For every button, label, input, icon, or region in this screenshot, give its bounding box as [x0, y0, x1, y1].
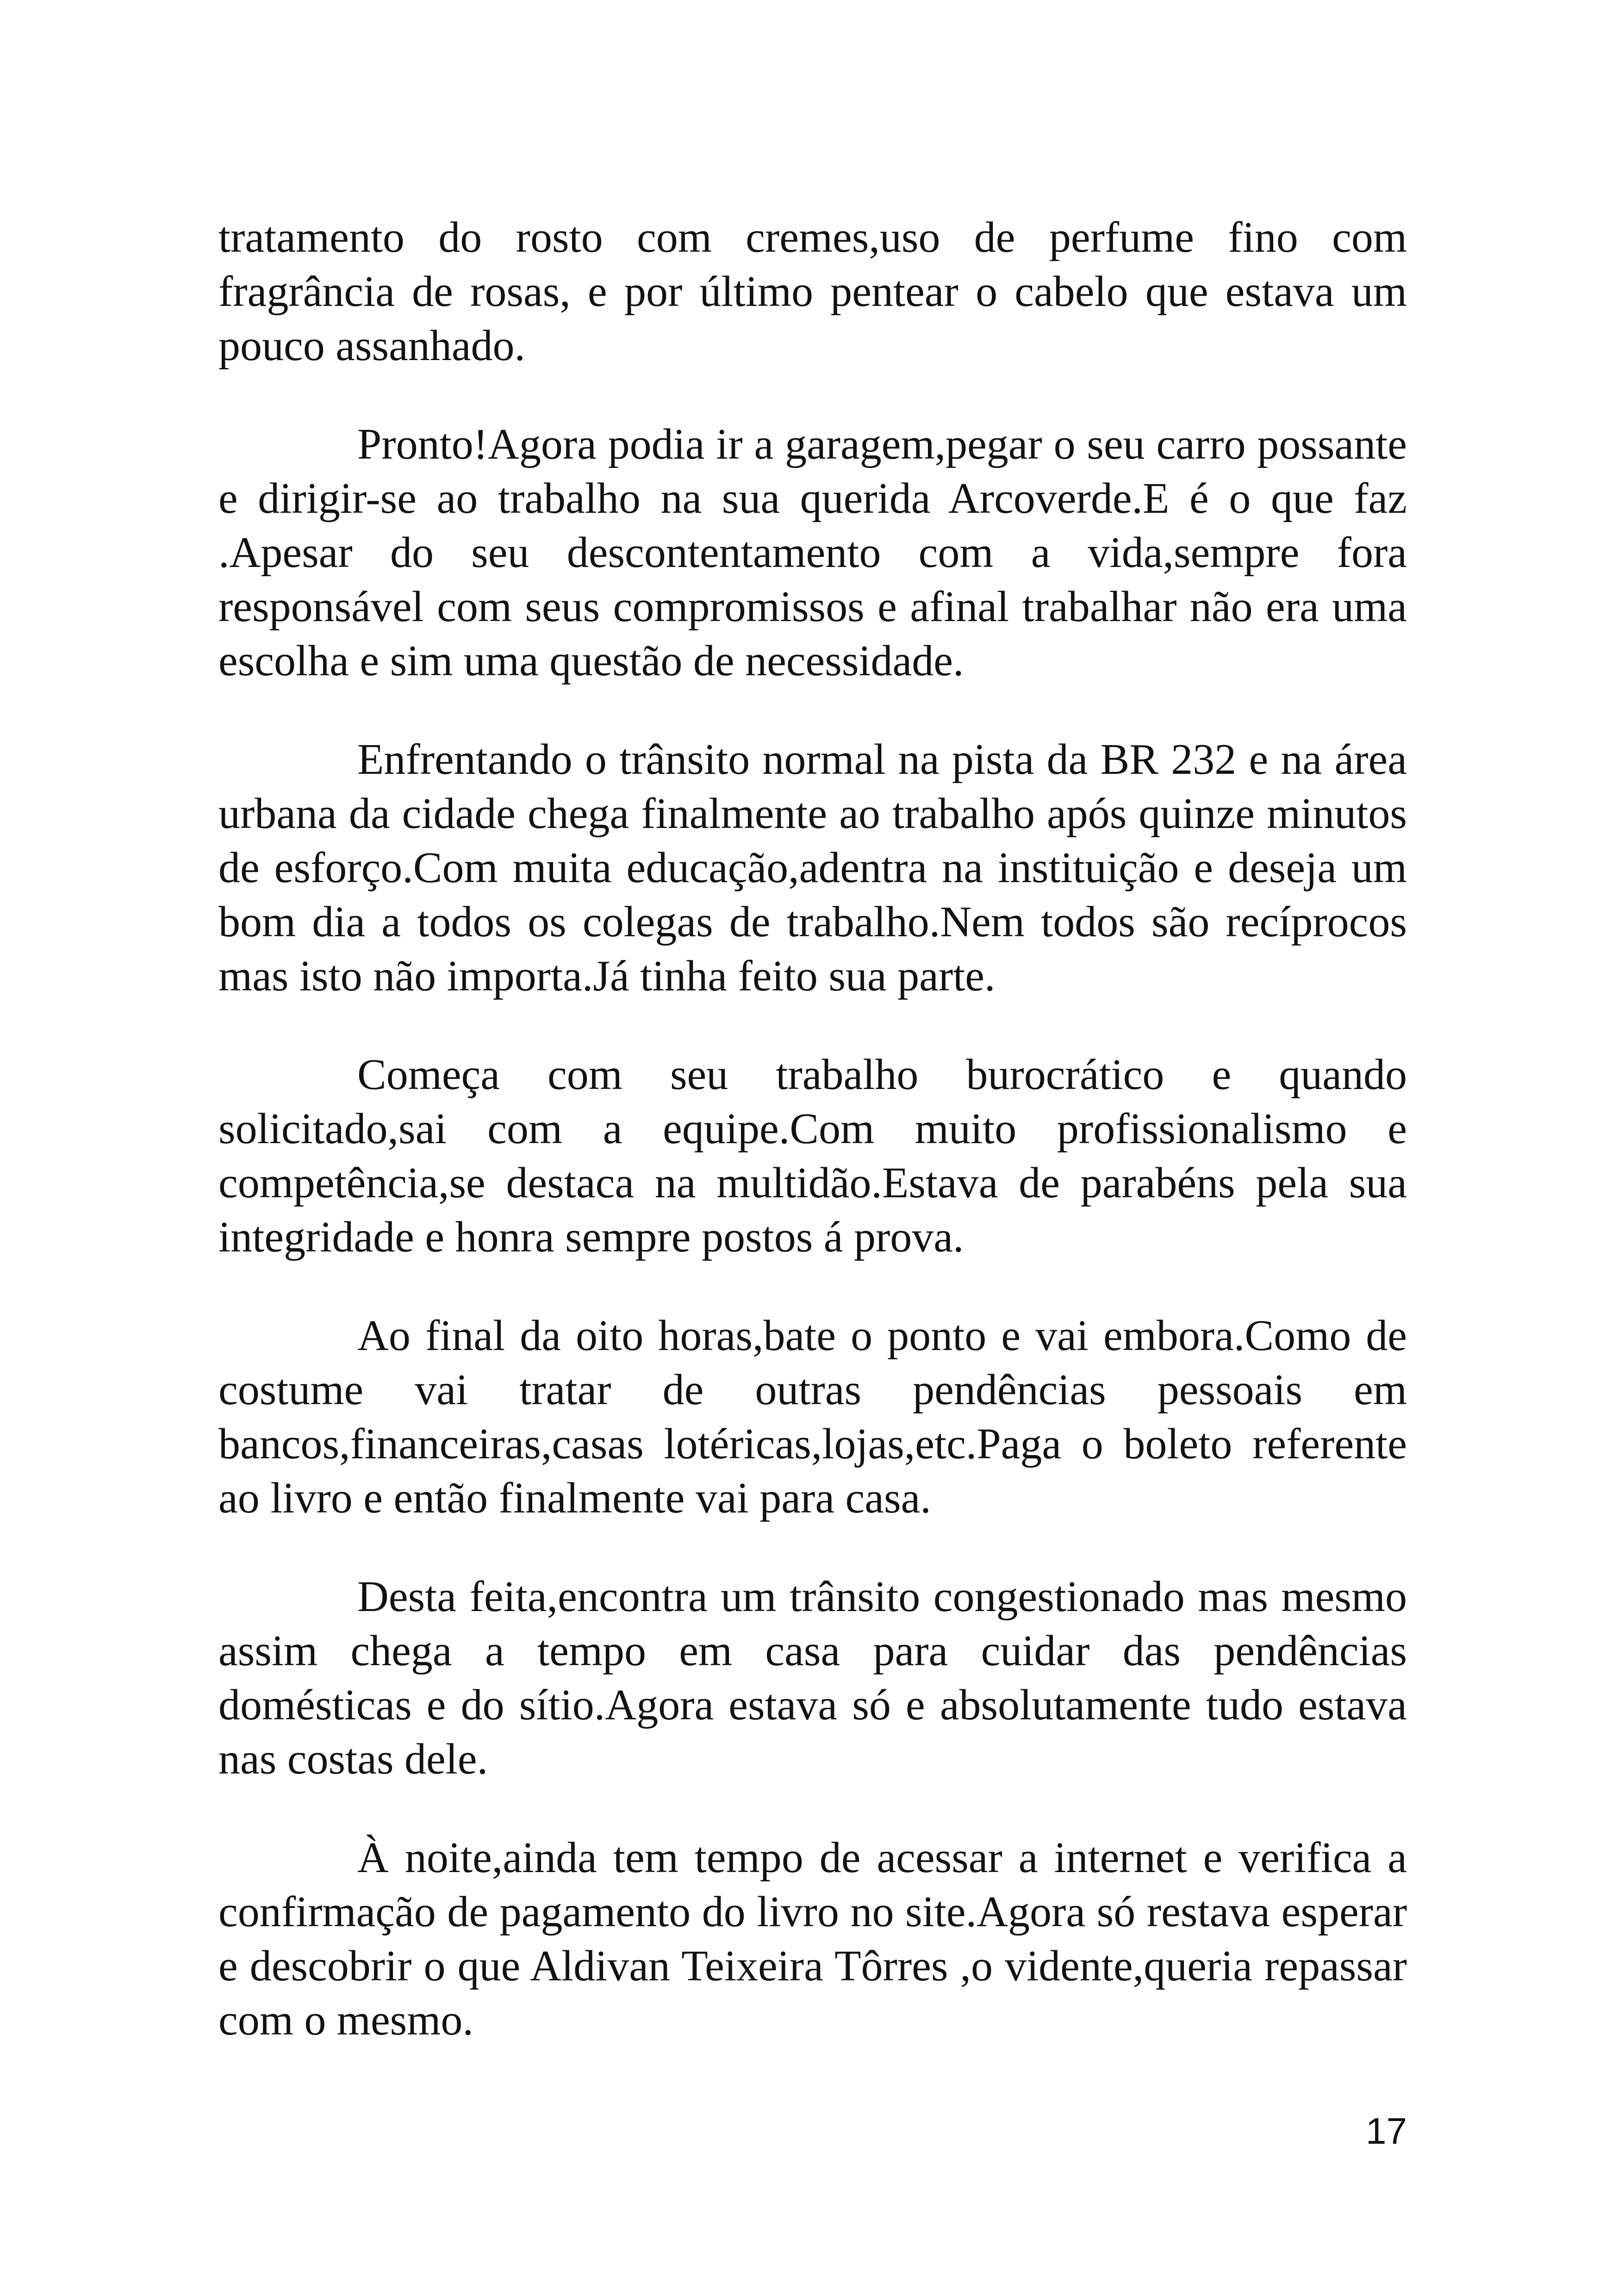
- paragraph-5: Ao final da oito horas,bate o ponto e vai embora.Como de costume vai tratar de outras pendências pessoais em bancos,financeiras,casas lotéricas,lojas,etc.Paga o boleto referente ao livro e então finalmente vai para casa.: [218, 1312, 1407, 1522]
- page-number: 17: [1366, 2110, 1407, 2152]
- paragraph-3: Enfrentando o trânsito normal na pista da BR 232 e na área urbana da cidade chega finalmente ao trabalho após quinze minutos de esforço.Com muita educação,adentra na instituição e deseja um bom dia a todos os colegas de trabalho.Nem todos são recíprocos mas isto não importa.Já tinha feito sua parte.: [218, 735, 1407, 1000]
- paragraph-2: Pronto!Agora podia ir a garagem,pegar o seu carro possante e dirigir-se ao trabalho na sua querida Arcoverde.E é o que faz .Apesar do seu descontentamento com a vida,sempre fora responsável com seus compromissos e afinal trabalhar não era uma escolha e sim uma questão de necessidade.: [218, 420, 1407, 685]
- paragraph-1: tratamento do rosto com cremes,uso de perfume fino com fragrância de rosas, e por último pentear o cabelo que estava um pouco assanhado.: [218, 213, 1407, 370]
- page-body-text: [218, 211, 1407, 2092]
- paragraph-7: À noite,ainda tem tempo de acessar a internet e verifica a confirmação de pagamento do livro no site.Agora só restava esperar e descobrir o que Aldivan Teixeira Tôrres ,o vidente,queria repassar com o mesmo.: [218, 1834, 1407, 2044]
- paragraph-4: Começa com seu trabalho burocrático e quando solicitado,sai com a equipe.Com muito profissionalismo e competência,se destaca na multidão.Estava de parabéns pela sua integridade e honra sempre postos á prova.: [218, 1051, 1407, 1261]
- paragraph-6: Desta feita,encontra um trânsito congestionado mas mesmo assim chega a tempo em casa para cuidar das pendências domésticas e do sítio.Agora estava só e absolutamente tudo estava nas costas dele.: [218, 1573, 1407, 1783]
